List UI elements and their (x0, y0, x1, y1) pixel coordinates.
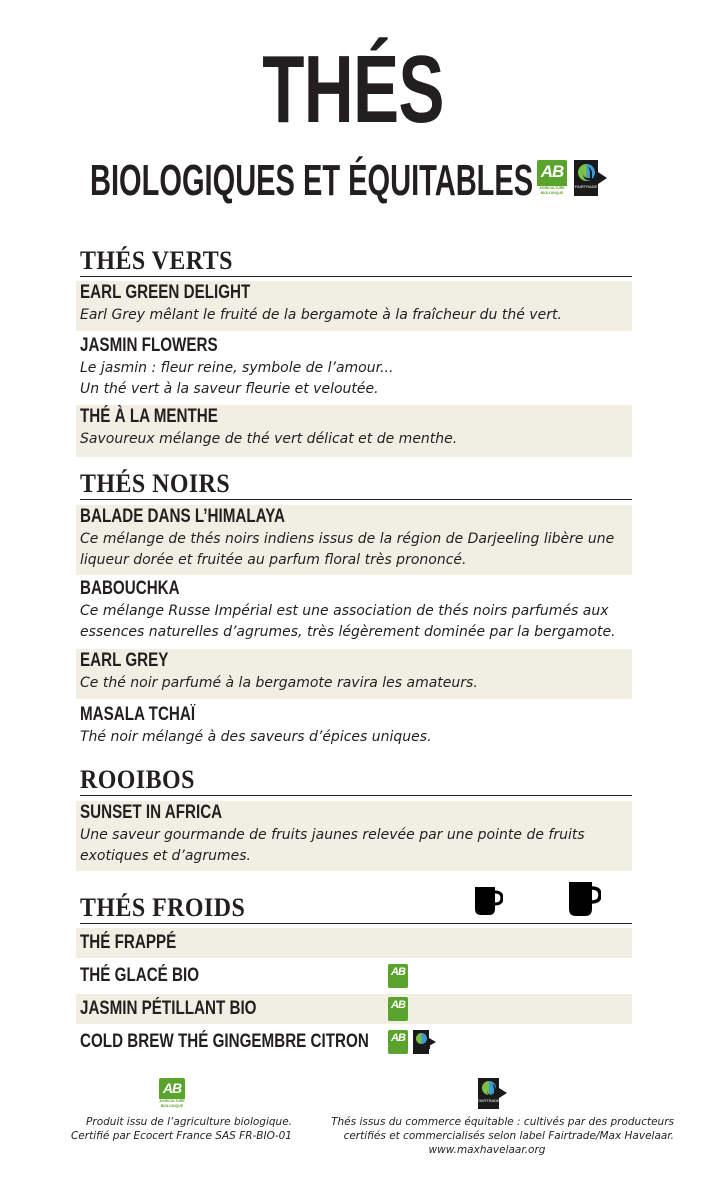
fairtrade-icon (482, 1081, 496, 1095)
organic-ab-logo: AB AGRICULTURE BIOLOGIQUE (159, 1080, 185, 1108)
fairtrade-icon (416, 1033, 427, 1044)
large-cup-icon (567, 880, 601, 918)
item-name: THÉ GLACÉ BIO (80, 965, 200, 986)
item-description: Thé noir mélangé à des saveurs d’épices uniques. (80, 729, 432, 745)
section-heading-thes-noirs: THÉS NOIRS (80, 469, 632, 500)
item-description: Savoureux mélange de thé vert délicat et de menthe. (80, 431, 458, 447)
item-name: MASALA TCHAÏ (80, 704, 196, 725)
menu-item (76, 961, 632, 991)
item-name: EARL GREEN DELIGHT (80, 282, 251, 303)
item-name: JASMIN PÉTILLANT BIO (80, 998, 257, 1019)
menu-item (76, 405, 632, 457)
menu-item (76, 801, 632, 871)
item-description: Earl Grey mêlant le fruité de la bergamote à la fraîcheur du thé vert. (80, 307, 562, 323)
item-name: THÉ À LA MENTHE (80, 406, 218, 427)
menu-item (76, 334, 632, 402)
item-name: SUNSET IN AFRICA (80, 802, 223, 823)
section-heading-thes-froids: THÉS FROIDS (80, 893, 632, 924)
menu-item (76, 928, 632, 958)
item-name: JASMIN FLOWERS (80, 335, 218, 356)
item-description: Une saveur gourmande de fruits jaunes relevée par une pointe de fruits exotiques et d’agrumes. (80, 827, 585, 864)
organic-ab-logo: AB (388, 997, 408, 1021)
menu-item (76, 281, 632, 331)
organic-ab-logo: AB (388, 1030, 408, 1054)
menu-item (76, 703, 632, 753)
item-description: Ce mélange Russe Impérial est une association de thés noirs parfumés aux essences naturelles d’agrumes, très légèrement dominée par la bergamote. (80, 603, 616, 640)
organic-ab-logo: AB (388, 964, 408, 988)
page-title: THÉS (262, 36, 444, 143)
item-description: Ce mélange de thés noirs indiens issus de la région de Darjeeling libère une liqueur dorée et fruitée au parfum floral très prononcé. (80, 531, 615, 568)
item-name: BALADE DANS L’HIMALAYA (80, 506, 285, 527)
fairtrade-logo: FAIRTRADE (574, 160, 598, 196)
item-description: Le jasmin : fleur reine, symbole de l’amour... Un thé vert à la saveur fleurie et veloutée. (80, 360, 394, 397)
item-description: Ce thé noir parfumé à la bergamote ravira les amateurs. (80, 675, 478, 691)
section-heading-rooibos: ROOIBOS (80, 765, 632, 796)
menu-item (76, 1027, 632, 1057)
fairtrade-logo: FAIRTRADE (478, 1078, 499, 1109)
menu-item (76, 577, 632, 647)
small-cup-icon (473, 885, 503, 917)
menu-item (76, 505, 632, 575)
fairtrade-logo (413, 1030, 429, 1054)
item-name: BABOUCHKA (80, 578, 180, 599)
organic-ab-logo: AB AGRICULTURE BIOLOGIQUE (537, 160, 567, 196)
section-heading-thes-verts: THÉS VERTS (80, 246, 632, 277)
fairtrade-icon (578, 164, 595, 181)
item-name: THÉ FRAPPÉ (80, 932, 177, 953)
page-subtitle: BIOLOGIQUES ET ÉQUITABLES (90, 156, 534, 205)
item-name: EARL GREY (80, 650, 169, 671)
menu-item (76, 649, 632, 699)
menu-item (76, 994, 632, 1024)
fairtrade-footnote: Thés issus du commerce équitable : cultivés par des producteurs certifiés et commercialisés selon label Fairtrade/Max Havelaar. www.maxhavelaar.org (331, 1116, 674, 1156)
organic-footnote: Produit issu de l’agriculture biologique. Certifié par Ecocert France SAS FR-BIO-01 (70, 1116, 292, 1142)
item-name: COLD BREW THÉ GINGEMBRE CITRON (80, 1031, 369, 1052)
